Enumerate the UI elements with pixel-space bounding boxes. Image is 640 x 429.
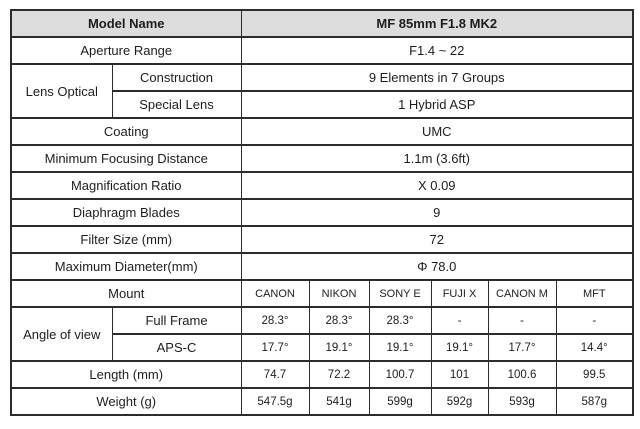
angle-of-view-label: Angle of view xyxy=(11,307,112,361)
aps-c-value-sony-e: 19.1° xyxy=(369,334,431,361)
row-weight xyxy=(11,388,633,415)
length-value-fuji-x: 101 xyxy=(431,361,488,388)
full-frame-value-fuji-x: - xyxy=(431,307,488,334)
aperture-range-label: Aperture Range xyxy=(11,37,241,64)
magnification-ratio-label: Magnification Ratio xyxy=(11,172,241,199)
weight-value-nikon: 541g xyxy=(309,388,369,415)
mount-column-canon: CANON xyxy=(241,280,309,307)
min-focusing-distance-value: 1.1m (3.6ft) xyxy=(241,145,633,172)
mount-column-nikon: NIKON xyxy=(309,280,369,307)
aps-c-value-fuji-x: 19.1° xyxy=(431,334,488,361)
full-frame-label: Full Frame xyxy=(112,307,241,334)
mount-column-mft: MFT xyxy=(556,280,633,307)
model-name-label: Model Name xyxy=(11,10,241,37)
filter-size-label: Filter Size (mm) xyxy=(11,226,241,253)
length-value-sony-e: 100.7 xyxy=(369,361,431,388)
length-label: Length (mm) xyxy=(11,361,241,388)
maximum-diameter-value: Φ 78.0 xyxy=(241,253,633,280)
special-lens-value: 1 Hybrid ASP xyxy=(241,91,633,118)
length-value-canon: 74.7 xyxy=(241,361,309,388)
aperture-range-value: F1.4 ~ 22 xyxy=(241,37,633,64)
weight-label: Weight (g) xyxy=(11,388,241,415)
weight-value-canon-m: 593g xyxy=(488,388,556,415)
row-coating xyxy=(11,118,633,145)
row-mount-header xyxy=(11,280,633,307)
lens-optical-label: Lens Optical xyxy=(11,64,112,118)
construction-label: Construction xyxy=(112,64,241,91)
row-min-focusing-distance xyxy=(11,145,633,172)
full-frame-value-mft: - xyxy=(556,307,633,334)
diaphragm-blades-label: Diaphragm Blades xyxy=(11,199,241,226)
row-aperture-range xyxy=(11,37,633,64)
mount-label: Mount xyxy=(11,280,241,307)
coating-label: Coating xyxy=(11,118,241,145)
special-lens-label: Special Lens xyxy=(112,91,241,118)
filter-size-value: 72 xyxy=(241,226,633,253)
row-angle-full-frame xyxy=(11,307,633,334)
row-magnification-ratio xyxy=(11,172,633,199)
full-frame-value-sony-e: 28.3° xyxy=(369,307,431,334)
aps-c-label: APS-C xyxy=(112,334,241,361)
row-filter-size xyxy=(11,226,633,253)
length-value-nikon: 72.2 xyxy=(309,361,369,388)
model-name-value: MF 85mm F1.8 MK2 xyxy=(241,10,633,37)
aps-c-value-canon-m: 17.7° xyxy=(488,334,556,361)
weight-value-mft: 587g xyxy=(556,388,633,415)
lens-spec-table xyxy=(10,9,634,416)
construction-value: 9 Elements in 7 Groups xyxy=(241,64,633,91)
length-value-canon-m: 100.6 xyxy=(488,361,556,388)
aps-c-value-nikon: 19.1° xyxy=(309,334,369,361)
magnification-ratio-value: X 0.09 xyxy=(241,172,633,199)
row-diaphragm-blades xyxy=(11,199,633,226)
aps-c-value-mft: 14.4° xyxy=(556,334,633,361)
mount-column-canon-m: CANON M xyxy=(488,280,556,307)
min-focusing-distance-label: Minimum Focusing Distance xyxy=(11,145,241,172)
length-value-mft: 99.5 xyxy=(556,361,633,388)
row-length xyxy=(11,361,633,388)
weight-value-fuji-x: 592g xyxy=(431,388,488,415)
row-model-name xyxy=(11,10,633,37)
weight-value-canon: 547.5g xyxy=(241,388,309,415)
aps-c-value-canon: 17.7° xyxy=(241,334,309,361)
full-frame-value-canon: 28.3° xyxy=(241,307,309,334)
maximum-diameter-label: Maximum Diameter(mm) xyxy=(11,253,241,280)
mount-column-fuji-x: FUJI X xyxy=(431,280,488,307)
weight-value-sony-e: 599g xyxy=(369,388,431,415)
row-maximum-diameter xyxy=(11,253,633,280)
mount-column-sony-e: SONY E xyxy=(369,280,431,307)
diaphragm-blades-value: 9 xyxy=(241,199,633,226)
full-frame-value-canon-m: - xyxy=(488,307,556,334)
coating-value: UMC xyxy=(241,118,633,145)
full-frame-value-nikon: 28.3° xyxy=(309,307,369,334)
row-lens-optical-construction xyxy=(11,64,633,91)
